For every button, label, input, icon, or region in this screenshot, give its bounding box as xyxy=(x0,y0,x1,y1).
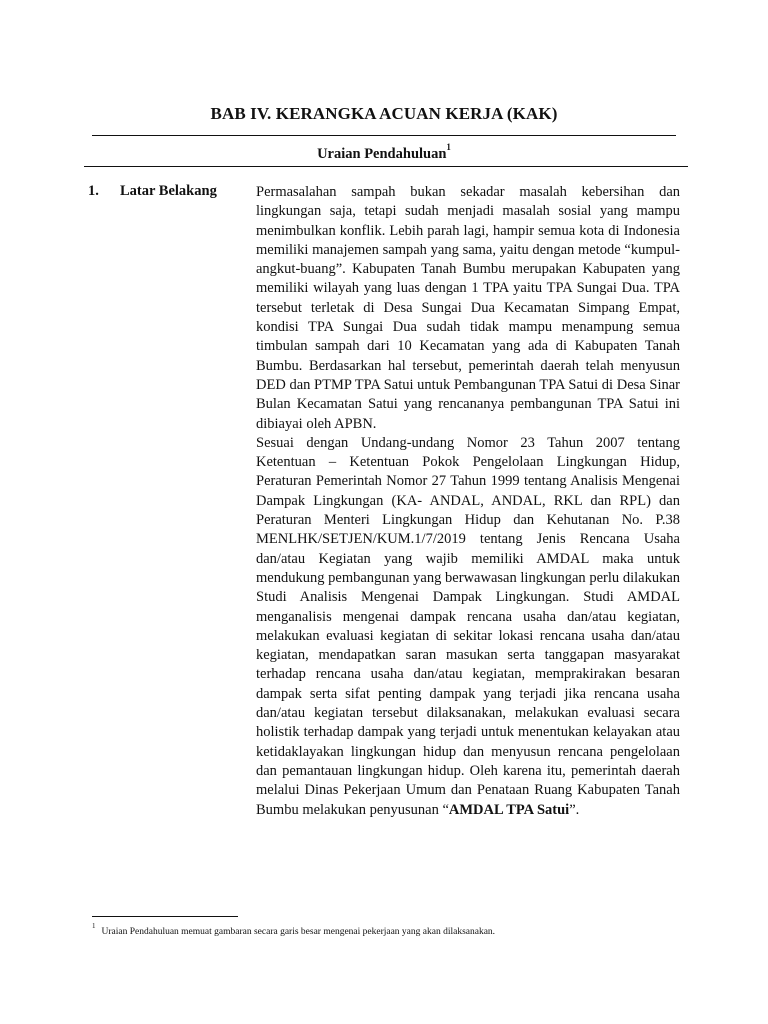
section-heading-text: Uraian Pendahuluan xyxy=(317,145,447,162)
paragraph-regulation-end: ”. xyxy=(569,801,580,818)
item-body xyxy=(256,183,680,820)
page-title: BAB IV. KERANGKA ACUAN KERJA (KAK) xyxy=(210,104,558,123)
item-number: 1. xyxy=(88,183,99,199)
footnote xyxy=(92,924,495,937)
footnote-separator xyxy=(92,916,238,917)
section-heading xyxy=(0,144,768,163)
item-label: Latar Belakang xyxy=(120,183,217,199)
section-divider xyxy=(84,166,688,167)
paragraph-regulation xyxy=(256,434,680,820)
paragraph-background: Permasalahan sampah bukan sekadar masalah kebersihan dan lingkungan saja, tetapi sudah menjadi masalah sosial yang mampu menimbulkan konflik. Lebih parah lagi, hampir semua kota di Indonesia memiliki manajemen sampah yang sama, yaitu dengan metode “kumpul-angkut-buang”. Kabupaten Tanah Bumbu merupakan Kabupaten yang memiliki wilayah yang luas dengan 1 TPA yaitu TPA Sungai Dua. TPA tersebut terletak di Desa Sungai Dua Kecamatan Simpang Empat, kondisi TPA Sungai Dua sudah tidak mampu menampung semua timbulan sampah dari 10 Kecamatan yang ada di Kabupaten Tanah Bumbu. Berdasarkan hal tersebut, pemerintah daerah telah menyusun DED dan PTMP TPA Satui untuk Pembangunan TPA Satui di Desa Sinar Bulan Kecamatan Satui yang rencananya pembangunan TPA Satui ini dibiayai oleh APBN. xyxy=(256,184,680,432)
footnote-text: Uraian Pendahuluan memuat gambaran secara garis besar mengenai pekerjaan yang akan dilaksanakan. xyxy=(101,927,496,938)
project-name-emphasis: AMDAL TPA Satui xyxy=(448,801,570,818)
footnote-reference[interactable]: 1 xyxy=(446,142,451,152)
title-divider xyxy=(92,135,676,136)
footnote-number: 1 xyxy=(92,922,96,930)
paragraph-regulation-text: Sesuai dengan Undang-undang Nomor 23 Tahun 2007 tentang Ketentuan – Ketentuan Pokok Pengelolaan Lingkungan Hidup, Peraturan Pemerintah Nomor 27 Tahun 1999 tentang Analisis Mengenai Dampak Lingkungan (KA- ANDAL, ANDAL, RKL dan RPL) dan Peraturan Menteri Lingkungan Hidup dan Kehutanan No. P.38 MENLHK/SETJEN/KUM.1/7/2019 tentang Jenis Rencana Usaha dan/atau Kegiatan yang wajib memiliki AMDAL maka untuk mendukung pembangunan yang berwawasan lingkungan perlu dilakukan Studi Analisis Mengenai Dampak Lingkungan. Studi AMDAL menganalisis mengenai dampak rencana usaha dan/atau kegiatan, melakukan evaluasi kegiatan di sekitar lokasi rencana usaha dan/atau kegiatan, mendapatkan saran masukan serta tanggapan masyarakat terhadap rencana usaha dan/atau kegiatan, memprakirakan besaran dampak serta sifat penting dampak yang terjadi jika rencana usaha dan/atau kegiatan tersebut dilaksanakan, melakukan evaluasi secara holistik terhadap dampak yang terjadi untuk menentukan kelayakan atau ketidaklayakan lingkungan hidup dan menyusun rencana pengelolaan dan pemantauan lingkungan hidup. Oleh karena itu, pemerintah daerah melalui Dinas Pekerjaan Umum dan Penataan Ruang Kabupaten Tanah Bumbu melakukan penyusunan “ xyxy=(256,434,680,818)
